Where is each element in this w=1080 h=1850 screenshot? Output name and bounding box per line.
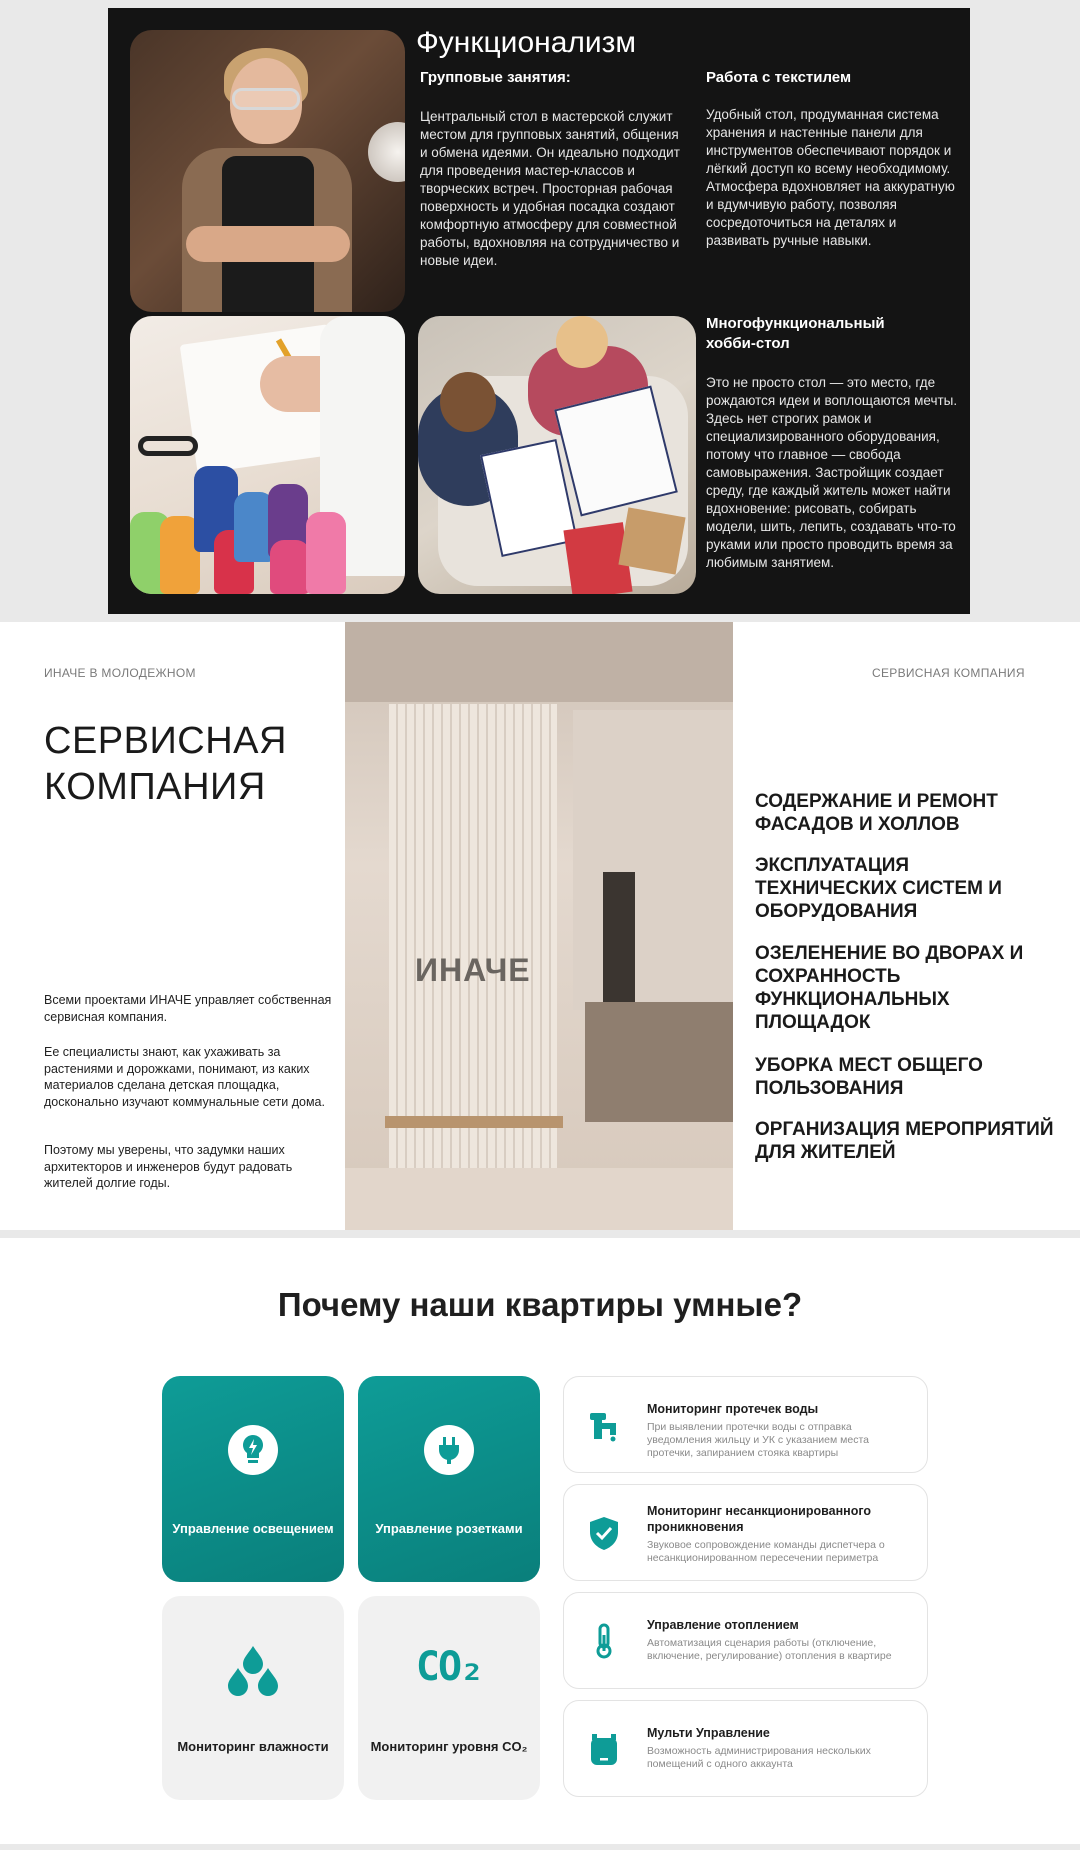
section-title: Функционализм (416, 26, 637, 59)
leak-monitoring-card: Мониторинг протечек воды При выявлении протечки воды с отправка уведомления жильцу и УК с указанием места протечки, запиранием стояка квартиры (563, 1376, 928, 1473)
thermometer-icon (586, 1623, 622, 1659)
plug-icon (423, 1424, 475, 1476)
textile-heading: Работа с текстилем (706, 69, 852, 86)
lighting-control-tile: Управление освещением (162, 1376, 344, 1582)
lobby-interior-photo (345, 622, 733, 1230)
textile-text: Удобный стол, продуманная система хранения и настенные панели для инструментов обеспечивают порядок и лёгкий доступ ко всему необходимому. Атмосфера вдохновляет на аккуратную и вдумчивую работу, позволяя сосредоточиться на деталях и развивать ручные навыки. (706, 107, 955, 248)
hobby-text: Это не просто стол — это место, где рождаются идеи и воплощаются мечты. Здесь нет строгих рамок и специализированного оборудования, потому что главное — свобода самовыражения. Застройщик создает среду, где каждый житель может найти вдохновение: рисовать, собирать модели, шить, лепить, создавать что-то руками или просто проводить время за любимым занятием. (706, 375, 958, 570)
service-item: ОРГАНИЗАЦИЯ МЕРОПРИЯТИЙ ДЛЯ ЖИТЕЛЕЙ (755, 1119, 1054, 1163)
service-item: ОЗЕЛЕНЕНИЕ ВО ДВОРАХ И СОХРАННОСТЬ ФУНКЦИОНАЛЬНЫХ ПЛОЩАДОК (755, 943, 1024, 1033)
smart-title: Почему наши квартиры умные? (277, 1286, 803, 1323)
service-item: УБОРКА МЕСТ ОБЩЕГО ПОЛЬЗОВАНИЯ (755, 1055, 983, 1099)
bulb-icon (227, 1424, 279, 1476)
heating-control-card: Управление отоплением Автоматизация сценария работы (отключение, включение, регулирование) отопления в квартире (563, 1592, 928, 1689)
service-company-section (0, 622, 1080, 1230)
craftswoman-photo (130, 30, 405, 312)
hobby-heading: Многофункциональный хобби-стол (706, 315, 885, 352)
faucet-icon (586, 1407, 622, 1443)
humidity-monitoring-tile: Мониторинг влажности (162, 1596, 344, 1800)
socket-control-tile: Управление розетками (358, 1376, 540, 1582)
sewing-photo (130, 316, 405, 594)
project-kicker: ИНАЧЕ В МОЛОДЕЖНОМ (44, 666, 196, 680)
drops-icon (225, 1644, 281, 1696)
multi-control-card: Мульти Управление Возможность администрирования нескольких помещений с одного аккаунта (563, 1700, 928, 1797)
group-text: Центральный стол в мастерской служит местом для групповых занятий, общения и обмена идеями. Он идеально подходит для проведения мастер-классов и творческих встреч. Просторная рабочая поверхность и удобная посадка создают комфортную атмосферу для совместной работы, вдохновляя на сотрудничество и новые идеи. (420, 109, 680, 268)
brand-logo: ИНАЧЕ (415, 952, 531, 988)
service-item: СОДЕРЖАНИЕ И РЕМОНТ ФАСАДОВ И ХОЛЛОВ (755, 791, 998, 835)
service-conclusion: Поэтому мы уверены, что задумки наших архитекторов и инженеров будут радовать жителей долгие годы. (44, 1143, 293, 1190)
co2-monitoring-tile: CO₂ Мониторинг уровня CO₂ (358, 1596, 540, 1800)
functionalism-section (108, 8, 970, 614)
kids-drawing-photo (418, 316, 696, 594)
shield-icon (586, 1515, 622, 1551)
intrusion-monitoring-card: Мониторинг несанкционированного проникновения Звуковое сопровождение команды диспетчера о несанкционированном пересечении периметра (563, 1484, 928, 1581)
service-item: ЭКСПЛУАТАЦИЯ ТЕХНИЧЕСКИХ СИСТЕМ И ОБОРУДОВАНИЯ (755, 855, 1002, 922)
service-intro: Всеми проектами ИНАЧЕ управляет собственная сервисная компания. (44, 993, 332, 1024)
co2-icon: CO₂ (415, 1644, 483, 1690)
service-title: СЕРВИСНАЯ КОМПАНИЯ (44, 720, 287, 808)
device-icon (586, 1731, 622, 1767)
group-heading: Групповые занятия: (420, 69, 571, 86)
service-details: Ее специалисты знают, как ухаживать за растениями и дорожками, понимают, из каких материалов сделана детская площадка, досконально изучают коммунальные сети дома. (44, 1045, 325, 1109)
smart-apartments-section (0, 1238, 1080, 1844)
section-kicker: СЕРВИСНАЯ КОМПАНИЯ (872, 666, 1025, 680)
